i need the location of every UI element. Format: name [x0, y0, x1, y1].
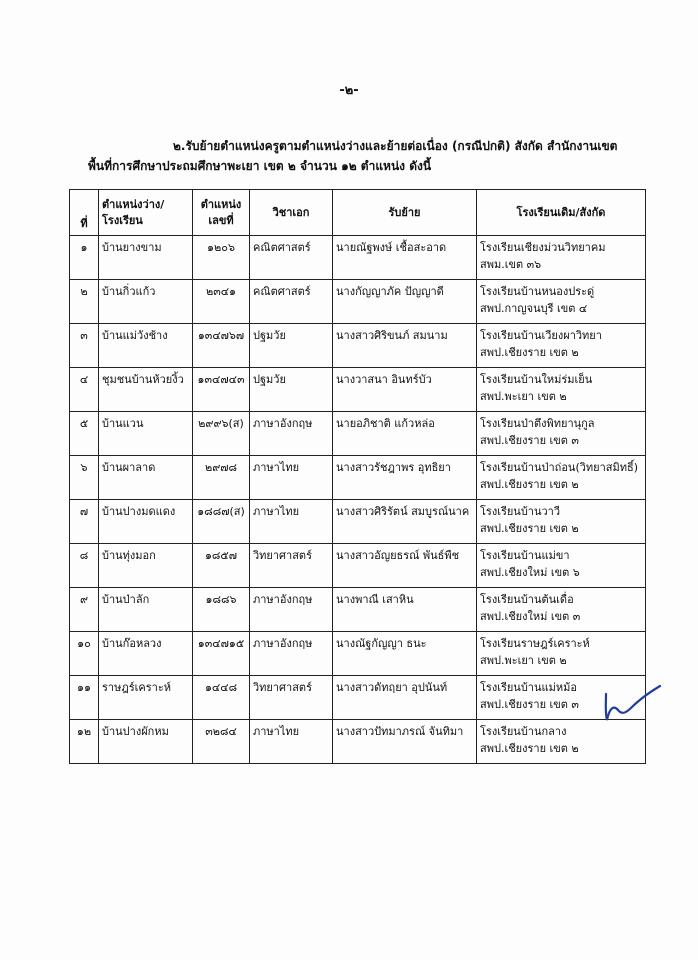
- major-subject: ภาษาอังกฤษ: [250, 632, 333, 676]
- vacancy-school: บ้านแวน: [99, 412, 193, 456]
- vacancy-school: ราษฎร์เคราะห์: [99, 676, 193, 720]
- origin-school-name: โรงเรียนบ้านกลาง: [480, 725, 567, 738]
- header-origin-label: โรงเรียนเดิม/สังกัด: [516, 205, 606, 219]
- position-number: ๑๘๘๖: [193, 588, 250, 632]
- origin-office: สพป.เชียงราย เขต ๒: [480, 478, 579, 491]
- header-position-line1: ตำแหน่ง: [200, 197, 242, 211]
- vacancy-school: บ้านยางขาม: [99, 236, 193, 280]
- origin-school-name: โรงเรียนบ้านแม่หม้อ: [480, 681, 577, 694]
- vacancy-school: บ้านแม่วังช้าง: [99, 324, 193, 368]
- position-number: ๒๙๗๘: [193, 456, 250, 500]
- header-position-line2: เลขที่: [208, 213, 234, 227]
- document-heading-line2: พื้นที่การศึกษาประถมศึกษาพะเยา เขต ๒ จำนวน ๑๒ ตำแหน่ง ดังนี้: [88, 159, 432, 173]
- table-row: [70, 280, 646, 324]
- position-number: ๑๒๐๖: [193, 236, 250, 280]
- table-row: [70, 412, 646, 456]
- origin-school: [477, 324, 646, 368]
- major-subject: ปฐมวัย: [250, 368, 333, 412]
- row-number: ๗: [70, 500, 99, 544]
- table-row: [70, 456, 646, 500]
- vacancy-school: บ้านทุ่งมอก: [99, 544, 193, 588]
- table-body: [70, 236, 646, 764]
- transferee-name: นางวาสนา อินทร์บัว: [333, 368, 477, 412]
- page-number: -๒-: [339, 83, 359, 98]
- origin-office: สพป.เชียงราย เขต ๓: [480, 434, 579, 447]
- origin-office: สพม.เขต ๓๖: [480, 258, 542, 271]
- transferee-name: นางสาวรัชฎาพร อุทธิยา: [333, 456, 477, 500]
- major-subject: ภาษาอังกฤษ: [250, 588, 333, 632]
- header-transferee: [333, 190, 477, 236]
- header-transferee-label: รับย้าย: [388, 205, 421, 219]
- origin-school: [477, 720, 646, 764]
- origin-office: สพป.พะเยา เขต ๒: [480, 390, 567, 403]
- origin-office: สพป.เชียงใหม่ เขต ๓: [480, 610, 581, 623]
- transferee-name: นางสาวดัทฤยา อุปนันท์: [333, 676, 477, 720]
- origin-school: [477, 280, 646, 324]
- transferee-name: นางสาวศิริรัตน์ สมบูรณ์นาค: [333, 500, 477, 544]
- table-row: [70, 676, 646, 720]
- major-subject: ภาษาอังกฤษ: [250, 412, 333, 456]
- vacancy-school: ชุมชนบ้านห้วยงิ้ว: [99, 368, 193, 412]
- table-row: [70, 720, 646, 764]
- row-number: ๑: [70, 236, 99, 280]
- row-number: ๑๒: [70, 720, 99, 764]
- major-subject: วิทยาศาสตร์: [250, 544, 333, 588]
- header-origin: [477, 190, 646, 236]
- origin-school: [477, 544, 646, 588]
- origin-school-name: โรงเรียนบ้านใหม่ร่มเย็น: [480, 373, 593, 386]
- origin-office: สพป.เชียงใหม่ เขต ๖: [480, 566, 580, 579]
- table-row: [70, 500, 646, 544]
- origin-school: [477, 588, 646, 632]
- position-number: ๑๓๔๗๖๗: [193, 324, 250, 368]
- major-subject: ภาษาไทย: [250, 500, 333, 544]
- table-row: [70, 368, 646, 412]
- table-header: [70, 190, 646, 236]
- origin-school: [477, 236, 646, 280]
- major-subject: ปฐมวัย: [250, 324, 333, 368]
- transferee-name: นางสาวอัญยธรณ์ พันธ์พืช: [333, 544, 477, 588]
- position-number: ๑๓๔๗๔๓: [193, 368, 250, 412]
- origin-school-name: โรงเรียนบ้านต้นเดื่อ: [480, 593, 574, 606]
- origin-school-name: โรงเรียนบ้านวาวี: [480, 505, 561, 518]
- row-number: ๖: [70, 456, 99, 500]
- position-number: ๑๘๘๗(ส): [193, 500, 250, 544]
- transfer-table: [69, 189, 646, 764]
- origin-school: [477, 500, 646, 544]
- major-subject: คณิตศาสตร์: [250, 236, 333, 280]
- position-number: ๑๔๔๘: [193, 676, 250, 720]
- origin-school-name: โรงเรียนบ้านแม่ขา: [480, 549, 570, 562]
- origin-office: สพป.เชียงราย เขต ๓: [480, 698, 579, 711]
- transferee-name: นายณัฐพงษ์ เชื้อสะอาด: [333, 236, 477, 280]
- origin-school: [477, 456, 646, 500]
- position-number: ๓๒๘๔: [193, 720, 250, 764]
- origin-office: สพป.เชียงราย เขต ๒: [480, 522, 579, 535]
- transferee-name: นางสาวศิริขนภ์ สมนาม: [333, 324, 477, 368]
- position-number: ๒๓๔๑: [193, 280, 250, 324]
- row-number: ๕: [70, 412, 99, 456]
- position-number: ๑๘๕๗: [193, 544, 250, 588]
- table-row: [70, 588, 646, 632]
- vacancy-school: บ้านปางผักหม: [99, 720, 193, 764]
- origin-office: สพป.เชียงราย เขต ๒: [480, 346, 579, 359]
- vacancy-school: บ้านป่าลัก: [99, 588, 193, 632]
- origin-school-name: โรงเรียนบ้านป่าถ่อน(วิทยาสมิทธิ์): [480, 461, 639, 474]
- origin-school-name: โรงเรียนบ้านหนองประดู่: [480, 285, 595, 298]
- document-heading-line1: ๒.รับย้ายตำแหน่งครูตามตำแหน่งว่างและย้ายต่อเนื่อง (กรณีปกติ) สังกัด สำนักงานเขต: [173, 139, 618, 153]
- major-subject: ภาษาไทย: [250, 456, 333, 500]
- major-subject: คณิตศาสตร์: [250, 280, 333, 324]
- vacancy-school: บ้านก๊อหลวง: [99, 632, 193, 676]
- table-row: [70, 632, 646, 676]
- row-number: ๓: [70, 324, 99, 368]
- major-subject: ภาษาไทย: [250, 720, 333, 764]
- position-number: ๒๙๙๖(ส): [193, 412, 250, 456]
- origin-school-name: โรงเรียนป่าตึงพิทยานุกูล: [480, 417, 595, 430]
- origin-school-name: โรงเรียนบ้านเวียงผาวิทยา: [480, 329, 602, 342]
- header-no: [70, 190, 99, 236]
- transferee-name: นางกัญญาภัค ปัญญาดี: [333, 280, 477, 324]
- position-number: ๑๓๔๗๑๕: [193, 632, 250, 676]
- row-number: ๔: [70, 368, 99, 412]
- table-row: [70, 544, 646, 588]
- origin-office: สพป.พะเยา เขต ๒: [480, 654, 567, 667]
- origin-office: สพป.เชียงราย เขต ๒: [480, 742, 579, 755]
- transferee-name: นางณัฐกัญญา ธนะ: [333, 632, 477, 676]
- transferee-name: นายอภิชาติ แก้วหล่อ: [333, 412, 477, 456]
- table-row: [70, 236, 646, 280]
- transferee-name: นางพาณี เสาหิน: [333, 588, 477, 632]
- header-vacancy: [99, 190, 193, 236]
- origin-office: สพป.กาญจนบุรี เขต ๔: [480, 302, 588, 315]
- origin-school: [477, 412, 646, 456]
- header-major-label: วิชาเอก: [272, 205, 310, 219]
- origin-school-name: โรงเรียนเชียงม่วนวิทยาคม: [480, 241, 606, 254]
- row-number: ๒: [70, 280, 99, 324]
- header-major: [250, 190, 333, 236]
- row-number: ๙: [70, 588, 99, 632]
- origin-school-name: โรงเรียนราษฎร์เคราะห์: [480, 637, 590, 650]
- transferee-name: นางสาวปัทมาภรณ์ จันทิมา: [333, 720, 477, 764]
- row-number: ๑๐: [70, 632, 99, 676]
- vacancy-school: บ้านปางมดแดง: [99, 500, 193, 544]
- vacancy-school: บ้านกิ่วแก้ว: [99, 280, 193, 324]
- table-row: [70, 324, 646, 368]
- handwritten-signature: [600, 680, 662, 724]
- origin-school: [477, 368, 646, 412]
- vacancy-school: บ้านผาลาด: [99, 456, 193, 500]
- row-number: ๘: [70, 544, 99, 588]
- row-number: ๑๑: [70, 676, 99, 720]
- header-no-label: ที่: [80, 217, 88, 230]
- major-subject: วิทยาศาสตร์: [250, 676, 333, 720]
- origin-school: [477, 632, 646, 676]
- header-vacancy-line1: ตำแหน่งว่าง/: [102, 197, 165, 211]
- header-position: [193, 190, 250, 236]
- header-vacancy-line2: โรงเรียน: [102, 213, 143, 227]
